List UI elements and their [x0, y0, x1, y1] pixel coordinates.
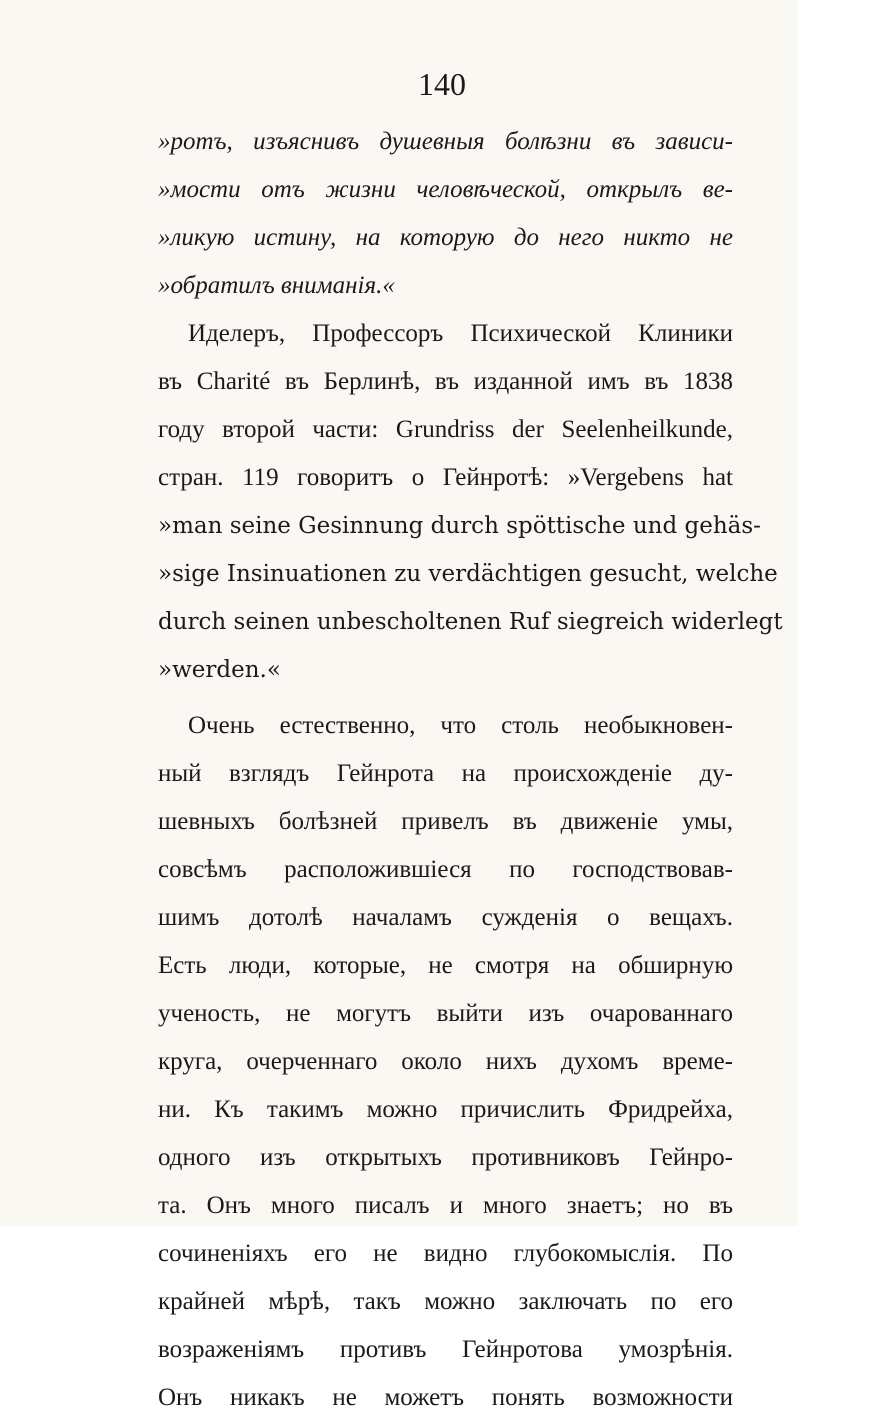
text-line: шевныхъ болѣзней привелъ въ движеніе умы,	[158, 808, 733, 835]
page-number: 140	[418, 66, 466, 102]
text-line: »ротъ, изъяснивъ душевныя болѣзни въ зависи-	[158, 128, 733, 155]
text-line: »обратилъ вниманія.«	[158, 272, 395, 299]
text-line: »мости отъ жизни человѣческой, открылъ ве-	[158, 176, 733, 203]
text-line: шимъ дотолѣ началамъ сужденія о вещахъ.	[158, 904, 733, 931]
text-line: ный взглядъ Гейнрота на происхожденіе ду-	[158, 760, 733, 787]
text-line: ученость, не могутъ выйти изъ очарованнаго	[158, 1000, 733, 1027]
text-line: »ликую истину, на которую до него никто не	[158, 224, 733, 251]
text-line: Онъ никакъ не можетъ понять возможности	[158, 1384, 733, 1411]
text-line: совсѣмъ расположившіеся по господствовав-	[158, 856, 733, 883]
text-line: Очень естественно, что столь необыкновен-	[188, 712, 733, 739]
text-line: въ Charité въ Берлинѣ, въ изданной имъ въ 1838	[158, 368, 733, 395]
text-line: ни. Къ такимъ можно причислить Фридрейха,	[158, 1096, 733, 1123]
text-line: »sige Insinuationen zu verdächtigen gesucht, welche	[158, 561, 778, 587]
paragraph-gap	[158, 694, 733, 702]
text-line: одного изъ открытыхъ противниковъ Гейнро-	[158, 1144, 733, 1171]
text-line: »man seine Gesinnung durch spöttische und gehäs-	[158, 513, 761, 539]
text-line: Есть люди, которые, не смотря на обширную	[158, 952, 733, 979]
page-text	[158, 118, 783, 1422]
text-line: та. Онъ много писалъ и много знаетъ; но въ	[158, 1192, 733, 1219]
text-line: стран. 119 говоритъ о Гейнротѣ: »Vergebens hat	[158, 464, 733, 491]
text-line: сочиненіяхъ его не видно глубокомыслія. По	[158, 1240, 733, 1267]
text-line: durch seinen unbescholtenen Ruf siegreich widerlegt	[158, 609, 783, 635]
text-line: »werden.«	[158, 657, 281, 683]
text-line: круга, очерченнаго около нихъ духомъ време-	[158, 1048, 733, 1075]
text-line: крайней мѣрѣ, такъ можно заключать по его	[158, 1288, 733, 1315]
text-line: году второй части: Grundriss der Seelenheilkunde,	[158, 416, 733, 443]
text-line: Иделеръ, Профессоръ Психической Клиники	[188, 320, 733, 347]
text-line: возраженіямъ противъ Гейнротова умозрѣнія.	[158, 1336, 733, 1363]
